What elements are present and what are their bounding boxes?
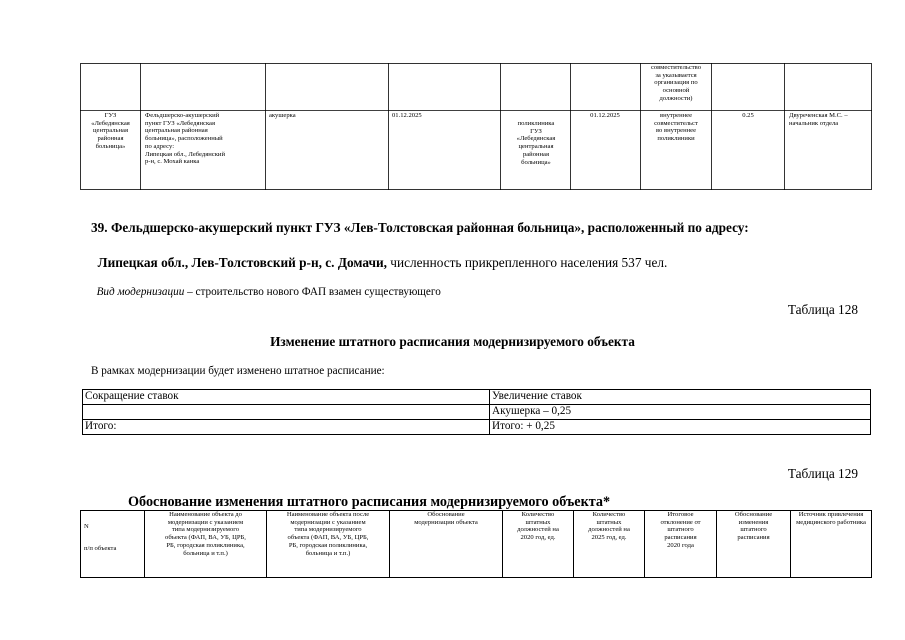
cell-line: Фельдшерско-акушерский — [145, 112, 220, 119]
cell-line: поликлиники — [657, 135, 695, 143]
header-line: больница и т.п.) — [305, 549, 351, 557]
header-line: Обоснование — [427, 511, 465, 518]
header-cell — [390, 511, 503, 578]
header-line: модернизации объекта — [414, 518, 478, 526]
header-line: РБ, городская поликлиника, — [288, 541, 368, 549]
row-date-cell: 01.12.2025 — [392, 112, 422, 119]
header-cell — [267, 511, 390, 578]
table-cell: Акушерка – 0,25 — [490, 405, 871, 420]
header-line: должностей на — [517, 526, 559, 534]
table-cell: Итого: — [83, 420, 490, 435]
row-org-cell — [81, 112, 140, 151]
header-cell — [645, 511, 717, 578]
cell-line: «Лебедянская — [516, 135, 556, 143]
cell-line: Липецкая обл., Лебедянский — [145, 150, 225, 158]
cell-line: ГУЗ — [530, 127, 542, 135]
cell-line: во внутреннее — [655, 127, 697, 135]
modernization-type — [91, 274, 441, 298]
cell-line: внутреннее — [659, 112, 693, 119]
cell-line: ГУЗ — [104, 112, 117, 119]
row-polyclinic-cell — [501, 120, 571, 166]
header-cell — [717, 511, 791, 578]
table-cell: Итого: + 0,25 — [490, 420, 871, 435]
top-table-grid — [0, 0, 905, 200]
row-type-cell — [641, 112, 711, 143]
header-line: модернизации с указанием — [167, 518, 244, 526]
header-cell — [503, 511, 574, 578]
header-line: типа модернизируемого — [294, 526, 362, 534]
cell-line: начальник отдела — [789, 119, 839, 127]
header-line: 2020 года — [667, 541, 694, 549]
header-line: п/п объекта — [84, 544, 117, 552]
header-line: 2025 год, ед. — [591, 534, 627, 542]
header-line: штатных — [525, 518, 551, 526]
header-cell — [81, 511, 145, 578]
header-line: объекта (ФАП, ВА, УБ, ЦРБ, — [165, 534, 246, 542]
header-line: Наименование объекта до — [169, 511, 242, 518]
header-line: РБ, городская поликлиника, — [166, 541, 245, 549]
cont-cell-text — [641, 64, 711, 103]
cell-line: центральная — [92, 127, 128, 135]
cont-line: основной — [662, 87, 690, 95]
table-128-intro: В рамках модернизации будет изменено штатное расписание: — [91, 365, 385, 377]
heading-normal-part: численность прикрепленного населения 537 чел. — [386, 255, 668, 270]
table-row — [83, 420, 871, 435]
cell-line: совместительст — [654, 119, 698, 127]
table-cell — [83, 405, 490, 420]
table-cell: Сокращение ставок — [83, 390, 490, 405]
cell-line: пункт ГУЗ «Лебедянская — [145, 119, 216, 127]
header-line: Количество — [592, 511, 626, 518]
row-position-cell: акушерка — [269, 112, 296, 119]
cont-line: за указывается — [655, 71, 697, 79]
heading-bold-part: Липецкая обл., Лев-Толстовский р-н, с. Домачи, — [97, 255, 387, 270]
table-header-row — [81, 511, 872, 578]
table-129 — [80, 510, 872, 578]
header-cell — [574, 511, 645, 578]
section-heading-line2 — [91, 239, 667, 271]
cont-line: совместительство — [650, 64, 702, 71]
row-responsible-cell — [789, 112, 871, 127]
cell-line: «Лебедянская — [91, 119, 130, 127]
header-line: штатного — [667, 526, 694, 534]
header-line: отклонение от — [660, 518, 701, 526]
header-line: Итоговое — [667, 511, 694, 518]
header-line: модернизации с указанием — [290, 518, 366, 526]
cell-line: поликлиника — [517, 120, 555, 127]
header-line: Количество — [521, 511, 555, 518]
header-line: 2020 год, ед. — [520, 534, 556, 542]
section-heading-line1: 39. Фельдшерско-акушерский пункт ГУЗ «Лев-Толстовская районная больница», расположенный по адресу: — [91, 220, 749, 235]
cell-line: районная — [522, 150, 550, 158]
table-row — [83, 405, 871, 420]
table-128 — [82, 389, 871, 435]
header-line: расписания — [737, 534, 770, 542]
header-line: N — [84, 523, 89, 530]
cell-line: р-н, с. Мохай канка — [145, 158, 200, 166]
modernization-text: – строительство нового ФАП взамен существующего — [184, 286, 441, 298]
header-line: объекта (ФАП, ВА, УБ, ЦРБ, — [287, 534, 369, 542]
header-line: больница и т.п.) — [183, 549, 228, 557]
header-line: Обоснование — [734, 511, 773, 518]
header-line: Наименование объекта после — [286, 511, 370, 518]
header-line: медицинского работника — [796, 518, 866, 526]
cell-line: центральная районная — [145, 127, 208, 135]
header-line: штатного — [740, 526, 767, 534]
cont-line: должности) — [659, 94, 693, 102]
header-line: должностей на — [588, 526, 630, 534]
header-line: расписания — [664, 534, 697, 542]
cell-line: районная — [97, 135, 124, 143]
cell-line: центральная — [518, 143, 554, 151]
table-129-title: Обоснование изменения штатного расписания модернизируемого объекта* — [128, 494, 611, 510]
table-128-title: Изменение штатного расписания модернизируемого объекта — [270, 334, 635, 349]
header-line: изменения — [738, 518, 769, 526]
row-rate-cell: 0.25 — [742, 112, 754, 119]
cell-line: больница» — [95, 142, 126, 150]
table-129-label: Таблица 129 — [787, 466, 858, 481]
row-object-cell — [145, 112, 265, 166]
header-line: штатных — [596, 518, 622, 526]
table-cell: Увеличение ставок — [490, 390, 871, 405]
cont-line: организация по — [654, 79, 698, 87]
header-cell — [791, 511, 872, 578]
table-row — [83, 390, 871, 405]
cell-line: Двуреченская М.С. – — [789, 112, 848, 119]
cell-line: больница» — [521, 158, 551, 166]
header-cell — [145, 511, 267, 578]
modernization-label: Вид модернизации — [96, 286, 185, 298]
header-line: Источник привлечения — [798, 511, 864, 518]
header-line: типа модернизируемого — [171, 526, 240, 534]
cell-line: по адресу: — [145, 142, 175, 150]
row-date2-cell: 01.12.2025 — [590, 112, 620, 119]
table-128-label: Таблица 128 — [787, 302, 858, 317]
cell-line: больница», расположенный — [145, 135, 223, 143]
